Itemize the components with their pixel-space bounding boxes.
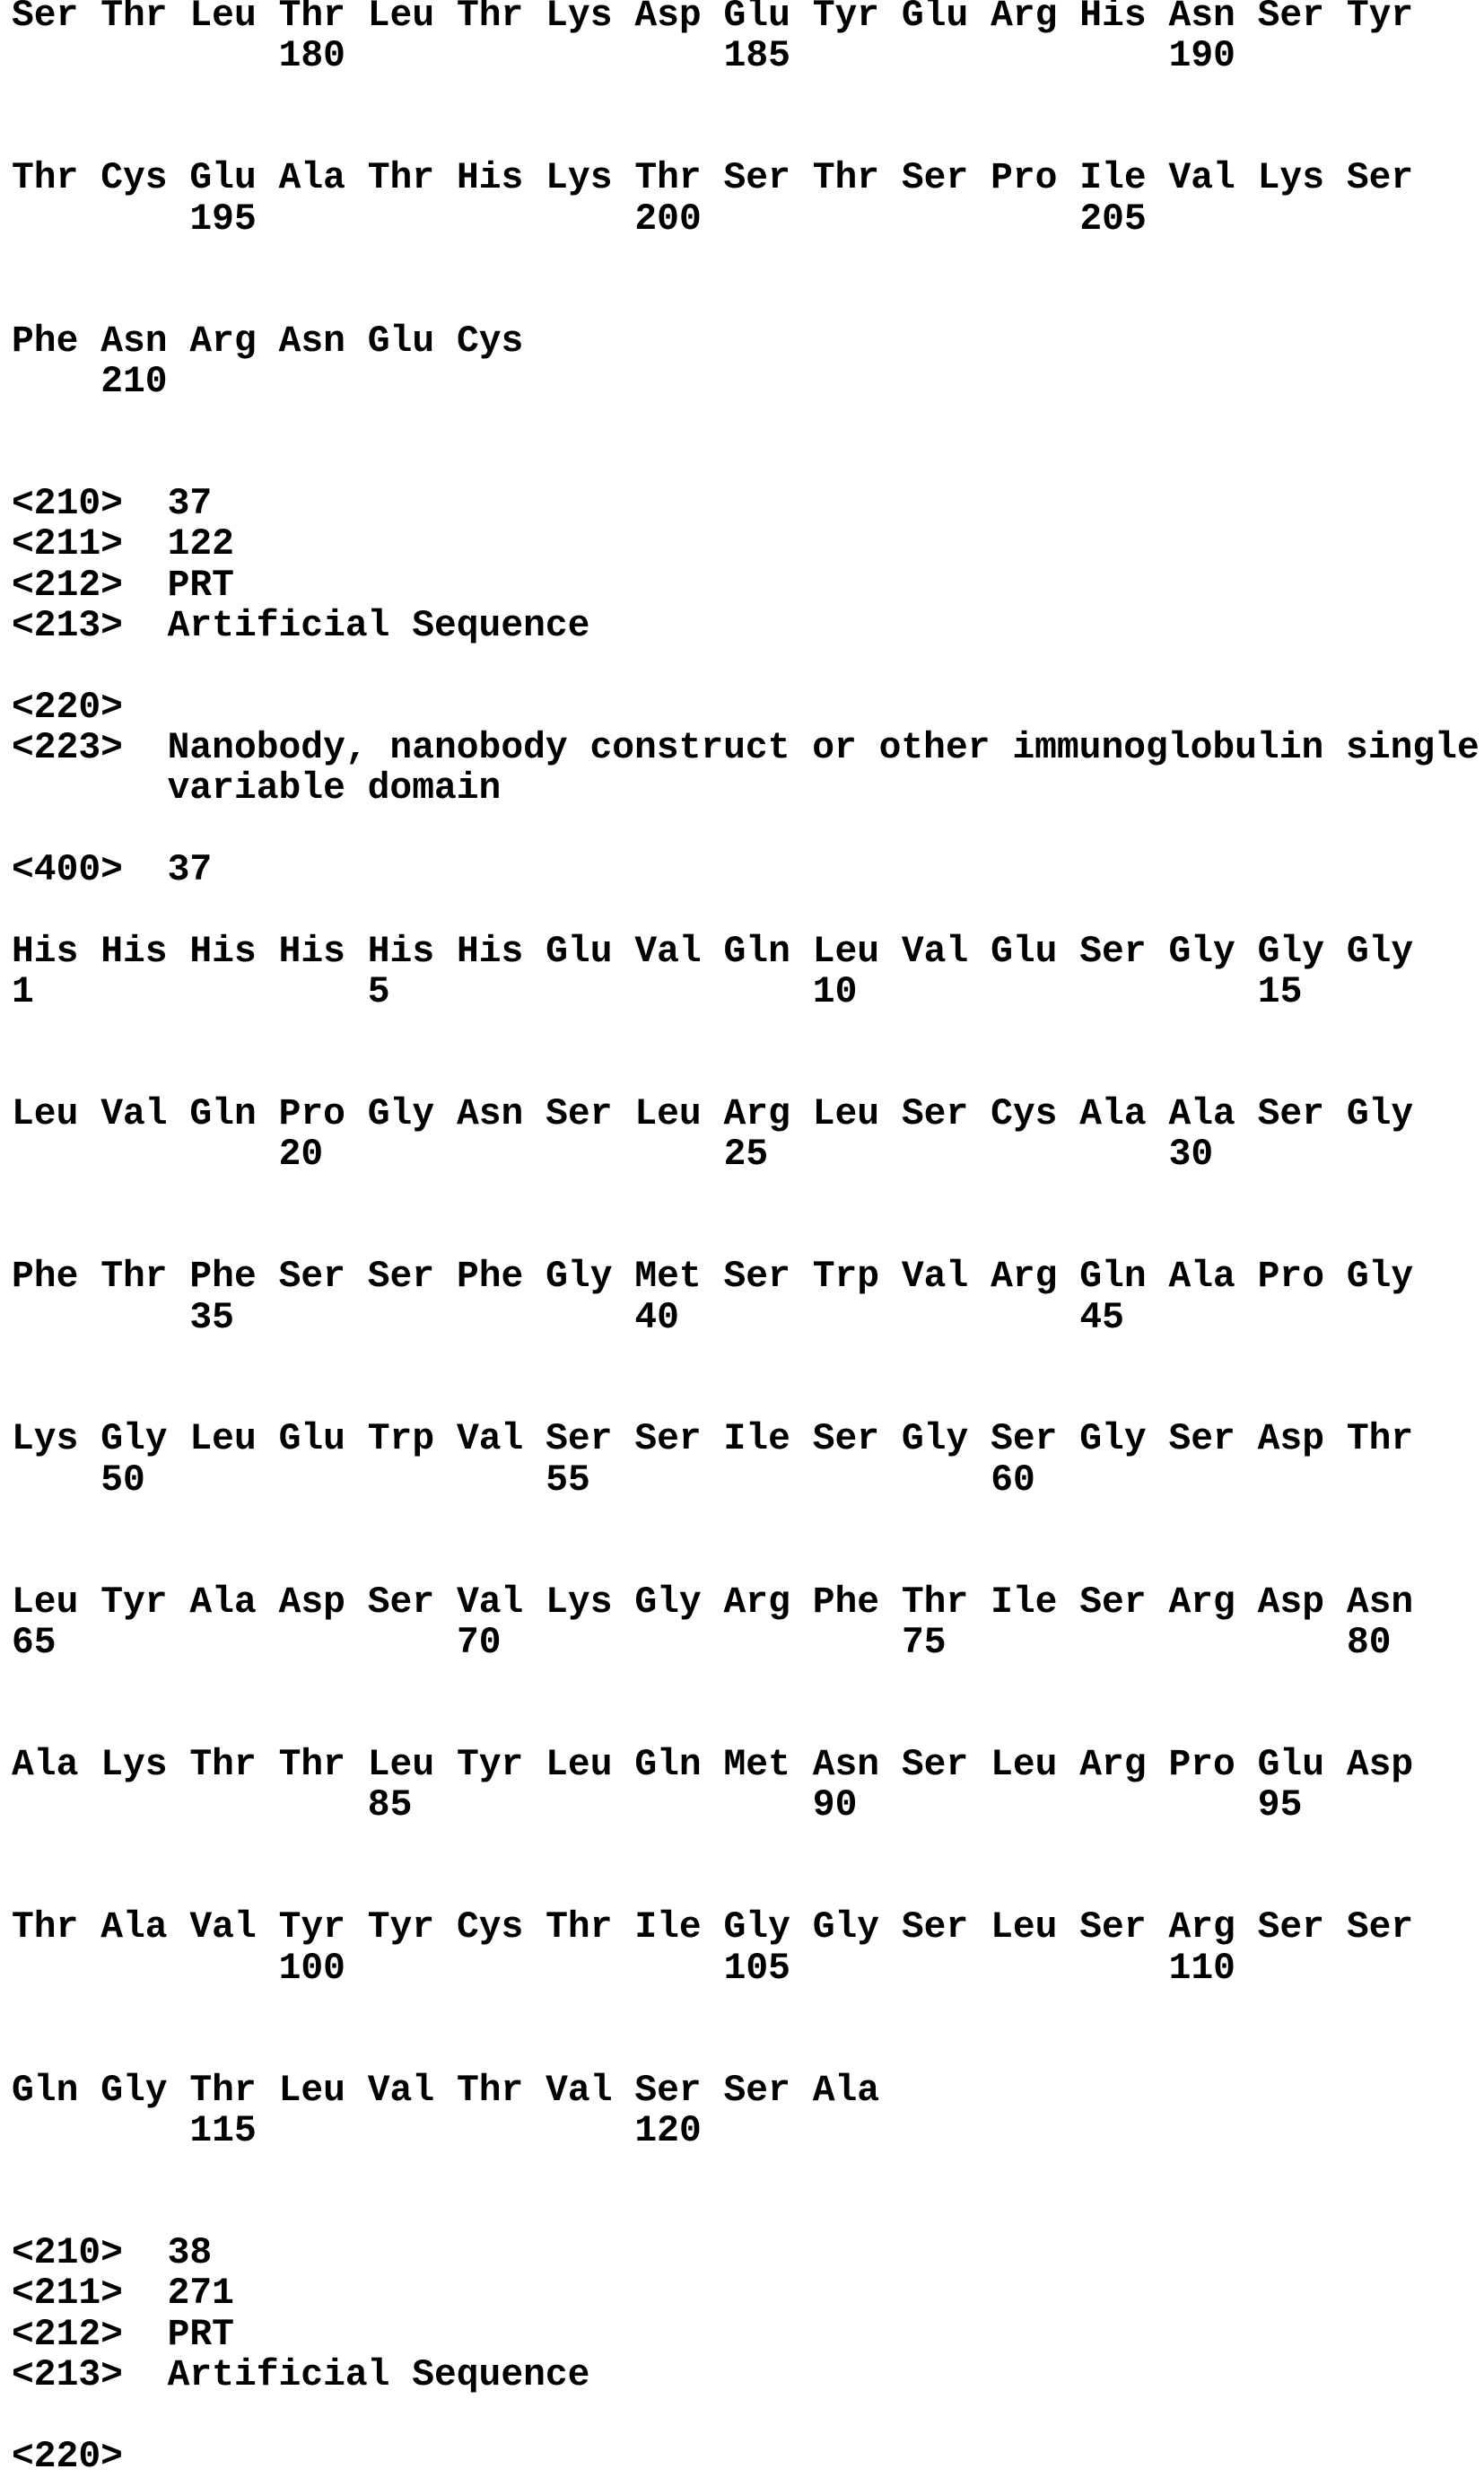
residue: Leu	[189, 1420, 278, 1460]
residue: Gly	[1347, 1095, 1436, 1135]
blank-line	[12, 1542, 1480, 1582]
position-number: 110	[1169, 1949, 1235, 1990]
residue: His	[100, 933, 189, 973]
residue: His	[457, 159, 546, 199]
field-line	[12, 2316, 1480, 2356]
position-number: 185	[724, 37, 790, 77]
residue: Met	[634, 1257, 723, 1298]
residue: Ser	[634, 1420, 723, 1460]
blank-line	[12, 1990, 1480, 2030]
position-number: 200	[634, 200, 701, 241]
residue: Glu	[902, 0, 991, 37]
position-numbers	[12, 1624, 1480, 1664]
residue: Thr	[634, 159, 723, 199]
residue: Ser	[1258, 1095, 1347, 1135]
field-key: <211>	[12, 525, 168, 565]
residue: Pro	[1258, 1257, 1347, 1298]
residue: Tyr	[457, 1746, 546, 1786]
position-number: 60	[991, 1461, 1035, 1502]
position-numbers	[12, 1135, 1480, 1176]
residue-row	[12, 1746, 1480, 1786]
residue: Ala	[279, 159, 368, 199]
field-value-continuation: variable domain	[12, 769, 1480, 810]
residue: Ser	[902, 1908, 991, 1948]
residue: Val	[1168, 159, 1257, 199]
blank-line	[12, 1379, 1480, 1420]
position-numbers	[12, 1461, 1480, 1502]
residue: Glu	[368, 322, 457, 363]
position-number: 50	[100, 1461, 145, 1502]
residue: Lys	[546, 0, 634, 37]
field-key: <211>	[12, 2274, 168, 2315]
residue: Phe	[457, 1257, 546, 1298]
field-key: <220>	[12, 688, 168, 729]
position-number: 35	[189, 1299, 234, 1339]
residue: Pro	[1168, 1746, 1257, 1786]
residue: Leu	[634, 1095, 723, 1135]
residue-row	[12, 1257, 1480, 1298]
position-number: 1	[12, 973, 34, 1013]
residue: Glu	[724, 0, 813, 37]
blank-line	[12, 2193, 1480, 2234]
residue: Ser	[724, 2071, 813, 2112]
position-number: 100	[279, 1949, 345, 1990]
residue: Ser	[1168, 1420, 1257, 1460]
position-number: 40	[634, 1299, 679, 1339]
position-number: 190	[1169, 37, 1235, 77]
residue: Thr	[189, 2071, 278, 2112]
field-line	[12, 2274, 1480, 2315]
residue: Glu	[1258, 1746, 1347, 1786]
field-value: 37	[168, 850, 213, 891]
residue: Tyr	[279, 1908, 368, 1948]
position-number: 210	[100, 363, 167, 403]
field-line	[12, 2234, 1480, 2274]
residue: Gly	[813, 1908, 902, 1948]
residue-row	[12, 1583, 1480, 1624]
position-number: 25	[724, 1135, 769, 1176]
residue-row	[12, 0, 1480, 37]
residue: Tyr	[100, 1583, 189, 1624]
residue: Gly	[368, 1095, 457, 1135]
residue: Thr	[902, 1583, 991, 1624]
residue: Thr	[189, 1746, 278, 1786]
residue: Val	[457, 1420, 546, 1460]
residue: Cys	[991, 1095, 1079, 1135]
field-value: 271	[168, 2273, 234, 2315]
position-number: 20	[279, 1135, 324, 1176]
residue: Ser	[1079, 1908, 1168, 1948]
residue: Ser	[1258, 1908, 1347, 1948]
field-value: PRT	[168, 565, 234, 607]
residue: Glu	[279, 1420, 368, 1460]
position-number: 5	[368, 973, 390, 1013]
blank-line	[12, 1177, 1480, 1217]
residue: Ala	[1168, 1257, 1257, 1298]
residue: Leu	[12, 1095, 100, 1135]
residue: His	[12, 933, 100, 973]
residue: Pro	[279, 1095, 368, 1135]
position-number: 70	[457, 1624, 502, 1664]
residue: Gly	[100, 2071, 189, 2112]
residue: Lys	[12, 1420, 100, 1460]
residue: Ser	[368, 1583, 457, 1624]
residue: Ser	[546, 1420, 634, 1460]
residue: Arg	[1079, 1746, 1168, 1786]
residue: Ser	[902, 1095, 991, 1135]
residue: Lys	[546, 1583, 634, 1624]
residue-row	[12, 1095, 1480, 1135]
residue: Ser	[1079, 1583, 1168, 1624]
blank-line	[12, 444, 1480, 485]
position-number: 180	[279, 37, 345, 77]
blank-line	[12, 281, 1480, 321]
position-numbers	[12, 973, 1480, 1013]
residue: Ser	[279, 1257, 368, 1298]
residue: Cys	[457, 322, 546, 363]
residue: Thr	[279, 1746, 368, 1786]
residue: Ala	[1079, 1095, 1168, 1135]
residue: Lys	[100, 1746, 189, 1786]
residue: Val	[902, 1257, 991, 1298]
residue: Ile	[991, 1583, 1079, 1624]
field-value: Artificial Sequence	[168, 606, 590, 647]
residue: Ser	[368, 1257, 457, 1298]
field-key: <212>	[12, 2316, 168, 2356]
blank-line	[12, 1868, 1480, 1908]
blank-line	[12, 1217, 1480, 1257]
residue: Ser	[634, 2071, 723, 2112]
residue: Cys	[457, 1908, 546, 1948]
residue: His	[279, 933, 368, 973]
position-number: 115	[189, 2112, 256, 2152]
residue: Leu	[368, 1746, 457, 1786]
residue: Tyr	[813, 0, 902, 37]
residue: Gly	[546, 1257, 634, 1298]
blank-line	[12, 1055, 1480, 1095]
residue: Asp	[1258, 1583, 1347, 1624]
residue: Asn	[100, 322, 189, 363]
residue: Ser	[902, 159, 991, 199]
position-numbers	[12, 1786, 1480, 1826]
field-key: <220>	[12, 2438, 168, 2478]
field-value: 38	[168, 2233, 213, 2274]
residue: Thr	[457, 0, 546, 37]
field-key: <400>	[12, 851, 168, 891]
residue: Leu	[991, 1746, 1079, 1786]
blank-line	[12, 403, 1480, 443]
residue: Ser	[813, 1420, 902, 1460]
residue: Cys	[100, 159, 189, 199]
residue: Pro	[991, 159, 1079, 199]
residue: Thr	[457, 2071, 546, 2112]
residue: Arg	[724, 1583, 813, 1624]
residue: Gly	[1258, 933, 1347, 973]
residue: Tyr	[1347, 0, 1436, 37]
residue-row	[12, 159, 1480, 199]
field-value: Nanobody, nanobody construct or other immunoglobulin single	[168, 728, 1480, 769]
residue: Thr	[368, 159, 457, 199]
position-number: 15	[1258, 973, 1303, 1013]
field-line	[12, 525, 1480, 565]
residue: Val	[189, 1908, 278, 1948]
residue: Ser	[1258, 0, 1347, 37]
residue: Gln	[724, 933, 813, 973]
residue: His	[368, 933, 457, 973]
residue: Ser	[991, 1420, 1079, 1460]
residue: Thr	[279, 0, 368, 37]
residue-row	[12, 933, 1480, 973]
residue: Arg	[189, 322, 278, 363]
residue: Leu	[991, 1908, 1079, 1948]
position-number: 90	[813, 1786, 858, 1826]
blank-line	[12, 810, 1480, 851]
residue: Ala	[12, 1746, 100, 1786]
field-line	[12, 566, 1480, 607]
residue: Phe	[813, 1583, 902, 1624]
residue: Gln	[634, 1746, 723, 1786]
position-numbers	[12, 1949, 1480, 1990]
position-number: 195	[189, 200, 256, 241]
residue: Gln	[1079, 1257, 1168, 1298]
field-line	[12, 485, 1480, 525]
residue: Phe	[189, 1257, 278, 1298]
field-line	[12, 851, 1480, 891]
blank-line	[12, 1013, 1480, 1054]
residue: Asp	[634, 0, 723, 37]
residue: Asn	[1168, 0, 1257, 37]
residue: Thr	[12, 159, 100, 199]
residue: Gly	[634, 1583, 723, 1624]
field-line	[12, 2356, 1480, 2396]
residue: Asn	[1347, 1583, 1436, 1624]
position-number: 75	[902, 1624, 947, 1664]
position-number: 205	[1079, 200, 1146, 241]
position-number: 85	[368, 1786, 413, 1826]
residue: Arg	[1168, 1908, 1257, 1948]
position-number: 120	[634, 2112, 701, 2152]
residue: Asn	[457, 1095, 546, 1135]
residue: Ala	[813, 2071, 902, 2112]
residue: Ser	[12, 0, 100, 37]
blank-line	[12, 2396, 1480, 2437]
residue: Ile	[724, 1420, 813, 1460]
residue: Gln	[12, 2071, 100, 2112]
field-line	[12, 688, 1480, 729]
position-number: 80	[1347, 1624, 1392, 1664]
residue: Val	[902, 933, 991, 973]
field-line	[12, 729, 1480, 769]
position-number: 65	[12, 1624, 57, 1664]
residue: Glu	[991, 933, 1079, 973]
blank-line	[12, 241, 1480, 281]
residue: Arg	[1168, 1583, 1257, 1624]
residue: Gly	[1168, 933, 1257, 973]
position-number: 10	[813, 973, 858, 1013]
residue: Arg	[991, 0, 1079, 37]
residue: Gly	[100, 1420, 189, 1460]
residue: Leu	[546, 1746, 634, 1786]
residue: Ala	[100, 1908, 189, 1948]
residue-row	[12, 1908, 1480, 1948]
field-key: <213>	[12, 607, 168, 647]
field-value: Artificial Sequence	[168, 2355, 590, 2396]
residue: Gly	[724, 1908, 813, 1948]
residue: Val	[634, 933, 723, 973]
position-number: 95	[1258, 1786, 1303, 1826]
residue: Met	[724, 1746, 813, 1786]
residue: Lys	[1258, 159, 1347, 199]
field-line	[12, 607, 1480, 647]
field-line	[12, 2438, 1480, 2478]
blank-line	[12, 78, 1480, 118]
position-numbers	[12, 2112, 1480, 2152]
residue: Ser	[724, 1257, 813, 1298]
field-value: 122	[168, 524, 234, 565]
residue: His	[189, 933, 278, 973]
residue: Ile	[634, 1908, 723, 1948]
position-number: 45	[1079, 1299, 1124, 1339]
position-numbers	[12, 37, 1480, 77]
residue: Ser	[724, 159, 813, 199]
residue: Thr	[12, 1908, 100, 1948]
residue: Leu	[279, 2071, 368, 2112]
blank-line	[12, 1502, 1480, 1542]
residue-row	[12, 1420, 1480, 1460]
position-number: 55	[546, 1461, 590, 1502]
residue: Ile	[1079, 159, 1168, 199]
blank-line	[12, 1827, 1480, 1868]
blank-line	[12, 118, 1480, 159]
residue: Gln	[189, 1095, 278, 1135]
position-numbers	[12, 1299, 1480, 1339]
residue: Ser	[1079, 933, 1168, 973]
blank-line	[12, 1705, 1480, 1746]
residue: Tyr	[368, 1908, 457, 1948]
residue: Leu	[12, 1583, 100, 1624]
position-number: 105	[724, 1949, 790, 1990]
residue: Thr	[813, 159, 902, 199]
residue: Ser	[902, 1746, 991, 1786]
residue: Thr	[1347, 1420, 1436, 1460]
residue: His	[1079, 0, 1168, 37]
residue: Ser	[1347, 1908, 1436, 1948]
position-numbers	[12, 200, 1480, 241]
field-key: <210>	[12, 485, 168, 525]
residue: Trp	[368, 1420, 457, 1460]
position-numbers	[12, 363, 1480, 403]
residue: Gly	[1079, 1420, 1168, 1460]
residue: Asp	[1347, 1746, 1436, 1786]
residue: Leu	[813, 933, 902, 973]
residue: Asn	[813, 1746, 902, 1786]
residue: Gly	[1347, 1257, 1436, 1298]
residue: Phe	[12, 1257, 100, 1298]
field-key: <210>	[12, 2234, 168, 2274]
residue: Val	[368, 2071, 457, 2112]
residue: Thr	[546, 1908, 634, 1948]
residue: His	[457, 933, 546, 973]
field-key: <213>	[12, 2356, 168, 2396]
residue: Asn	[279, 322, 368, 363]
residue: Ser	[1347, 159, 1436, 199]
sequence-listing	[12, 0, 1480, 2478]
blank-line	[12, 2152, 1480, 2193]
residue: Phe	[12, 322, 100, 363]
residue: Lys	[546, 159, 634, 199]
field-key: <223>	[12, 729, 168, 769]
residue: Thr	[100, 1257, 189, 1298]
residue: Ala	[189, 1583, 278, 1624]
blank-line	[12, 1664, 1480, 1704]
residue: Thr	[100, 0, 189, 37]
field-key: <212>	[12, 566, 168, 607]
residue-row	[12, 2071, 1480, 2112]
residue: Gly	[1347, 933, 1436, 973]
residue: Leu	[813, 1095, 902, 1135]
residue: Glu	[546, 933, 634, 973]
residue: Ser	[546, 1095, 634, 1135]
blank-line	[12, 2030, 1480, 2071]
residue: Arg	[991, 1257, 1079, 1298]
residue: Glu	[189, 159, 278, 199]
position-number: 30	[1169, 1135, 1214, 1176]
residue: Asp	[279, 1583, 368, 1624]
residue: Arg	[724, 1095, 813, 1135]
residue: Leu	[189, 0, 278, 37]
residue-row	[12, 322, 1480, 363]
residue: Ala	[1168, 1095, 1257, 1135]
field-value: PRT	[168, 2315, 234, 2356]
residue: Asp	[1258, 1420, 1347, 1460]
blank-line	[12, 1339, 1480, 1379]
residue: Leu	[368, 0, 457, 37]
residue: Val	[457, 1583, 546, 1624]
blank-line	[12, 891, 1480, 932]
blank-line	[12, 647, 1480, 687]
residue: Gly	[902, 1420, 991, 1460]
residue: Val	[100, 1095, 189, 1135]
residue: Val	[546, 2071, 634, 2112]
field-value: 37	[168, 484, 213, 525]
residue: Trp	[813, 1257, 902, 1298]
